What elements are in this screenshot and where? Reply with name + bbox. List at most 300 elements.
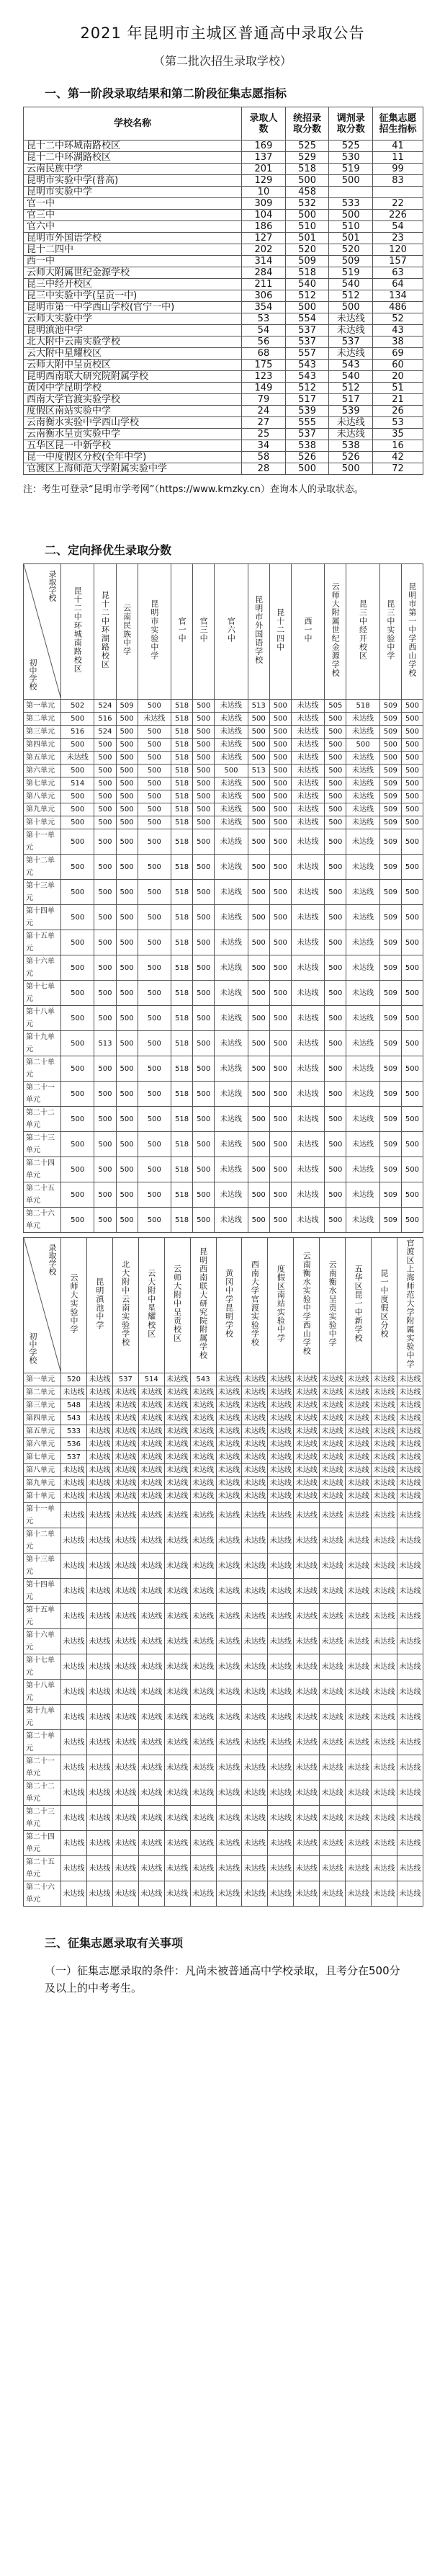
table-cell: 未达线 bbox=[320, 1399, 346, 1412]
document-subtitle: （第二批次招生录取学校） bbox=[153, 54, 292, 68]
table-cell: 未达线 bbox=[242, 1451, 268, 1464]
table-cell: 未达线 bbox=[138, 1654, 164, 1680]
table-cell: 未达线 bbox=[346, 726, 379, 739]
table-row bbox=[24, 337, 423, 348]
table-cell: 未达线 bbox=[291, 790, 324, 803]
table-cell: 500 bbox=[193, 829, 215, 855]
table-cell: 未达线 bbox=[397, 1425, 423, 1438]
table-cell: 未达线 bbox=[61, 1464, 87, 1477]
table-row bbox=[24, 256, 423, 267]
table-cell: 509 bbox=[379, 1182, 401, 1208]
table-cell: 500 bbox=[116, 752, 138, 765]
table-row bbox=[24, 930, 423, 955]
table-cell: 500 bbox=[285, 463, 329, 475]
table-cell: 529 bbox=[285, 152, 329, 164]
table-cell: 未达线 bbox=[242, 1399, 268, 1412]
table-cell: 500 bbox=[94, 777, 116, 790]
table-cell: 500 bbox=[138, 790, 171, 803]
table-cell: 500 bbox=[248, 816, 269, 829]
table-cell: 500 bbox=[138, 829, 171, 855]
table-cell: 未达线 bbox=[372, 1629, 397, 1654]
table-cell: 517 bbox=[285, 394, 329, 406]
table-row bbox=[24, 880, 423, 905]
table-cell: 500 bbox=[401, 1082, 423, 1107]
table-cell: 536 bbox=[61, 1438, 87, 1451]
table-cell: 500 bbox=[116, 855, 138, 880]
column-header: 统招录取分数 bbox=[285, 107, 329, 141]
table-cell: 500 bbox=[116, 829, 138, 855]
table-cell bbox=[373, 187, 423, 198]
table-cell: 500 bbox=[116, 1031, 138, 1056]
table-cell: 500 bbox=[248, 1107, 269, 1132]
table-cell: 官渡区上海师范大学附属实验中学 bbox=[24, 463, 242, 475]
table-cell: 500 bbox=[269, 930, 291, 955]
table-cell: 519 bbox=[329, 164, 373, 175]
table-cell: 500 bbox=[138, 1031, 171, 1056]
table-cell: 500 bbox=[61, 981, 94, 1006]
table-cell: 未达线 bbox=[216, 1730, 242, 1755]
table-cell: 未达线 bbox=[346, 1208, 379, 1233]
table-cell: 24 bbox=[242, 406, 286, 417]
table-cell: 500 bbox=[248, 1182, 269, 1208]
school-header bbox=[248, 564, 269, 700]
table-cell: 未达线 bbox=[190, 1477, 216, 1490]
table-cell: 未达线 bbox=[138, 1604, 164, 1629]
table-cell: 557 bbox=[285, 348, 329, 360]
table-cell: 500 bbox=[248, 930, 269, 955]
table-cell: 500 bbox=[61, 790, 94, 803]
table-cell: 未达线 bbox=[294, 1755, 320, 1781]
table-row bbox=[24, 1006, 423, 1031]
table-row bbox=[24, 187, 423, 198]
table-cell: 500 bbox=[116, 955, 138, 981]
school-header bbox=[379, 564, 401, 700]
table-cell: 未达线 bbox=[138, 1730, 164, 1755]
table-cell: 第二十单元 bbox=[24, 1730, 61, 1755]
table-cell: 500 bbox=[248, 1031, 269, 1056]
table-cell: 509 bbox=[379, 1006, 401, 1031]
table-cell: 未达线 bbox=[346, 905, 379, 930]
table-cell: 未达线 bbox=[346, 1412, 372, 1425]
table-cell: 23 bbox=[373, 233, 423, 244]
table-cell: 512 bbox=[329, 383, 373, 394]
table-row bbox=[24, 313, 423, 325]
table-cell: 500 bbox=[248, 790, 269, 803]
table-cell: 53 bbox=[242, 313, 286, 325]
table-cell: 未达线 bbox=[86, 1730, 112, 1755]
table-cell: 518 bbox=[171, 981, 193, 1006]
table-row bbox=[24, 1705, 423, 1730]
table-cell: 未达线 bbox=[190, 1579, 216, 1604]
table-cell: 未达线 bbox=[215, 955, 248, 981]
table-cell: 第九单元 bbox=[24, 803, 61, 816]
table-cell: 21 bbox=[373, 394, 423, 406]
table-cell: 未达线 bbox=[86, 1386, 112, 1399]
table-cell: 500 bbox=[94, 803, 116, 816]
table-cell: 未达线 bbox=[294, 1464, 320, 1477]
table-row bbox=[24, 905, 423, 930]
table-cell: 25 bbox=[242, 429, 286, 440]
table-cell: 未达线 bbox=[320, 1451, 346, 1464]
table-cell: 未达线 bbox=[164, 1477, 190, 1490]
table-row bbox=[24, 233, 423, 244]
table-cell: 未达线 bbox=[215, 739, 248, 752]
school-header bbox=[325, 564, 346, 700]
table-row bbox=[24, 1806, 423, 1831]
table-cell: 未达线 bbox=[372, 1373, 397, 1386]
table-cell: 未达线 bbox=[138, 1629, 164, 1654]
table-cell: 未达线 bbox=[268, 1438, 294, 1451]
table-cell: 500 bbox=[138, 1157, 171, 1182]
table-cell: 未达线 bbox=[86, 1399, 112, 1412]
table-cell: 未达线 bbox=[291, 855, 324, 880]
table-cell: 518 bbox=[171, 752, 193, 765]
table-cell: 第十四单元 bbox=[24, 1579, 61, 1604]
table-cell: 509 bbox=[116, 700, 138, 713]
table-cell: 500 bbox=[325, 930, 346, 955]
school-header bbox=[112, 1238, 138, 1373]
table-cell: 500 bbox=[285, 302, 329, 313]
table-cell: 未达线 bbox=[268, 1425, 294, 1438]
table-cell: 未达线 bbox=[86, 1554, 112, 1579]
table-cell: 未达线 bbox=[86, 1806, 112, 1831]
table-cell: 未达线 bbox=[268, 1881, 294, 1907]
table-cell: 未达线 bbox=[164, 1464, 190, 1477]
table-cell: 500 bbox=[248, 1208, 269, 1233]
table-cell: 56 bbox=[242, 337, 286, 348]
table-cell: 北大附中云南实验学校 bbox=[24, 337, 242, 348]
table-cell bbox=[329, 187, 373, 198]
table-cell: 未达线 bbox=[61, 1386, 87, 1399]
table-cell: 未达线 bbox=[164, 1373, 190, 1386]
table-row bbox=[24, 1464, 423, 1477]
table-cell: 未达线 bbox=[112, 1412, 138, 1425]
table-cell: 53 bbox=[373, 417, 423, 429]
table-cell: 500 bbox=[61, 1132, 94, 1157]
school-header bbox=[61, 564, 94, 700]
table-cell: 26 bbox=[373, 406, 423, 417]
school-header-text: 昆明市外国语学校 bbox=[253, 594, 264, 664]
table-cell: 未达线 bbox=[216, 1490, 242, 1503]
table-cell: 未达线 bbox=[346, 1425, 372, 1438]
school-header bbox=[164, 1238, 190, 1373]
table-cell: 未达线 bbox=[215, 1056, 248, 1082]
table-cell: 518 bbox=[171, 1006, 193, 1031]
table-cell: 540 bbox=[285, 279, 329, 290]
table-cell: 500 bbox=[269, 1132, 291, 1157]
table-cell: 未达线 bbox=[112, 1654, 138, 1680]
table-cell: 500 bbox=[269, 1056, 291, 1082]
table-cell: 未达线 bbox=[86, 1881, 112, 1907]
table-cell: 500 bbox=[248, 752, 269, 765]
table-cell: 51 bbox=[373, 383, 423, 394]
table-cell: 500 bbox=[325, 905, 346, 930]
table-cell: 未达线 bbox=[215, 777, 248, 790]
table-cell: 500 bbox=[325, 1132, 346, 1157]
table-cell: 未达线 bbox=[294, 1781, 320, 1806]
table-cell: 500 bbox=[248, 829, 269, 855]
table-cell: 未达线 bbox=[320, 1477, 346, 1490]
table-cell: 未达线 bbox=[291, 765, 324, 777]
table-cell: 第八单元 bbox=[24, 1464, 61, 1477]
table-cell: 500 bbox=[193, 930, 215, 955]
table-cell: 未达线 bbox=[86, 1438, 112, 1451]
table-cell: 500 bbox=[193, 790, 215, 803]
table-cell: 云师大附中呈贡校区 bbox=[24, 360, 242, 371]
table-cell: 未达线 bbox=[346, 880, 379, 905]
table-cell: 未达线 bbox=[61, 1856, 87, 1881]
table-cell: 500 bbox=[269, 816, 291, 829]
table-cell: 500 bbox=[329, 175, 373, 187]
table-cell: 未达线 bbox=[242, 1528, 268, 1554]
table-cell: 未达线 bbox=[138, 1386, 164, 1399]
table-cell: 500 bbox=[248, 1132, 269, 1157]
table-cell: 未达线 bbox=[112, 1425, 138, 1438]
school-header-text: 昆十二四中 bbox=[275, 607, 285, 651]
table-cell: 500 bbox=[116, 765, 138, 777]
table-cell: 未达线 bbox=[216, 1881, 242, 1907]
table-cell: 未达线 bbox=[138, 1503, 164, 1528]
table-cell: 未达线 bbox=[215, 816, 248, 829]
table-cell: 518 bbox=[285, 267, 329, 279]
table-cell: 未达线 bbox=[320, 1503, 346, 1528]
table-cell: 未达线 bbox=[164, 1528, 190, 1554]
table-cell: 未达线 bbox=[112, 1755, 138, 1781]
table-cell: 35 bbox=[373, 429, 423, 440]
table-cell: 未达线 bbox=[164, 1806, 190, 1831]
table-cell: 未达线 bbox=[86, 1604, 112, 1629]
table-cell: 未达线 bbox=[346, 803, 379, 816]
table-cell: 昆明市外国语学校 bbox=[24, 233, 242, 244]
table-cell: 未达线 bbox=[291, 713, 324, 726]
table-cell: 未达线 bbox=[268, 1528, 294, 1554]
table-cell: 509 bbox=[379, 1157, 401, 1182]
table-cell: 未达线 bbox=[291, 1107, 324, 1132]
table-cell: 211 bbox=[242, 279, 286, 290]
table-cell: 458 bbox=[285, 187, 329, 198]
table-row bbox=[24, 1730, 423, 1755]
table-cell: 516 bbox=[94, 713, 116, 726]
table-cell: 未达线 bbox=[268, 1373, 294, 1386]
table-cell: 未达线 bbox=[346, 1399, 372, 1412]
table-cell: 52 bbox=[373, 313, 423, 325]
table-cell: 未达线 bbox=[215, 1006, 248, 1031]
table-cell: 未达线 bbox=[268, 1831, 294, 1856]
table-cell: 未达线 bbox=[164, 1503, 190, 1528]
school-header-text: 云南民族中学 bbox=[122, 603, 132, 656]
column-header: 学校名称 bbox=[24, 107, 242, 141]
table-row bbox=[24, 1386, 423, 1399]
table-row bbox=[24, 210, 423, 221]
table-cell: 501 bbox=[285, 233, 329, 244]
table-cell: 未达线 bbox=[215, 1157, 248, 1182]
table-cell: 500 bbox=[138, 1082, 171, 1107]
table-cell: 未达线 bbox=[138, 1425, 164, 1438]
table-cell: 未达线 bbox=[320, 1781, 346, 1806]
table-cell: 79 bbox=[242, 394, 286, 406]
school-header bbox=[116, 564, 138, 700]
table-cell: 未达线 bbox=[215, 855, 248, 880]
table-cell: 未达线 bbox=[112, 1464, 138, 1477]
table-row bbox=[24, 1031, 423, 1056]
table-cell: 云大附中星耀校区 bbox=[24, 348, 242, 360]
table-cell: 未达线 bbox=[346, 1604, 372, 1629]
table-cell: 昆一中度假区分校(全年中学) bbox=[24, 452, 242, 463]
table-cell: 未达线 bbox=[138, 1477, 164, 1490]
table-cell: 未达线 bbox=[242, 1629, 268, 1654]
table-row bbox=[24, 1438, 423, 1451]
table-cell: 未达线 bbox=[216, 1503, 242, 1528]
table-cell: 500 bbox=[116, 1182, 138, 1208]
table-cell: 54 bbox=[242, 325, 286, 337]
table-cell: 未达线 bbox=[372, 1654, 397, 1680]
table-cell: 未达线 bbox=[372, 1730, 397, 1755]
table-cell: 134 bbox=[373, 290, 423, 302]
table-cell: 500 bbox=[94, 1056, 116, 1082]
table-cell: 未达线 bbox=[397, 1477, 423, 1490]
table-cell: 未达线 bbox=[294, 1490, 320, 1503]
table-cell: 未达线 bbox=[61, 1806, 87, 1831]
table-cell: 500 bbox=[61, 955, 94, 981]
table-cell: 500 bbox=[61, 1157, 94, 1182]
table-cell: 500 bbox=[325, 790, 346, 803]
table-cell: 518 bbox=[171, 739, 193, 752]
table-cell: 未达线 bbox=[268, 1806, 294, 1831]
table-row bbox=[24, 1477, 423, 1490]
table-row bbox=[24, 325, 423, 337]
table-cell: 未达线 bbox=[61, 1654, 87, 1680]
table-cell: 未达线 bbox=[61, 1579, 87, 1604]
table-cell: 500 bbox=[94, 1208, 116, 1233]
table-cell: 27 bbox=[242, 417, 286, 429]
table-cell: 未达线 bbox=[346, 1528, 372, 1554]
table-row bbox=[24, 713, 423, 726]
table-cell: 526 bbox=[329, 452, 373, 463]
school-header bbox=[216, 1238, 242, 1373]
table-cell: 10 bbox=[242, 187, 286, 198]
table-cell: 未达线 bbox=[112, 1477, 138, 1490]
table-cell: 500 bbox=[61, 880, 94, 905]
table-cell: 500 bbox=[193, 765, 215, 777]
table-cell: 500 bbox=[325, 726, 346, 739]
table-cell: 未达线 bbox=[372, 1477, 397, 1490]
table-row bbox=[24, 279, 423, 290]
table-cell: 未达线 bbox=[216, 1386, 242, 1399]
table-cell: 未达线 bbox=[215, 700, 248, 713]
table-cell: 500 bbox=[193, 1056, 215, 1082]
table-cell: 500 bbox=[193, 752, 215, 765]
table-cell: 未达线 bbox=[242, 1806, 268, 1831]
table-cell: 未达线 bbox=[190, 1654, 216, 1680]
table-cell: 未达线 bbox=[61, 1629, 87, 1654]
table-cell: 500 bbox=[138, 905, 171, 930]
table-cell: 518 bbox=[171, 955, 193, 981]
table-cell: 500 bbox=[61, 765, 94, 777]
table-cell: 500 bbox=[138, 880, 171, 905]
table-cell: 509 bbox=[379, 777, 401, 790]
table-cell: 518 bbox=[346, 700, 379, 713]
table-cell: 未达线 bbox=[190, 1464, 216, 1477]
table-cell: 500 bbox=[248, 713, 269, 726]
table-cell: 未达线 bbox=[112, 1806, 138, 1831]
table-cell: 未达线 bbox=[190, 1881, 216, 1907]
table-cell: 未达线 bbox=[86, 1528, 112, 1554]
table-cell: 509 bbox=[379, 803, 401, 816]
table-cell: 未达线 bbox=[216, 1755, 242, 1781]
table-cell: 517 bbox=[329, 394, 373, 406]
table-cell: 第十一单元 bbox=[24, 1503, 61, 1528]
table-cell: 未达线 bbox=[372, 1755, 397, 1781]
table-cell: 昆明滇池中学 bbox=[24, 325, 242, 337]
table-row bbox=[24, 1604, 423, 1629]
table-cell: 未达线 bbox=[346, 1031, 379, 1056]
table-row bbox=[24, 429, 423, 440]
table-cell: 500 bbox=[325, 1056, 346, 1082]
table-cell: 524 bbox=[94, 726, 116, 739]
table-cell: 34 bbox=[242, 440, 286, 452]
table-cell: 未达线 bbox=[215, 1132, 248, 1157]
table-cell: 未达线 bbox=[291, 1157, 324, 1182]
table-cell: 500 bbox=[138, 855, 171, 880]
school-header bbox=[401, 564, 423, 700]
school-header bbox=[397, 1238, 423, 1373]
table-row bbox=[24, 267, 423, 279]
table-cell: 509 bbox=[379, 1082, 401, 1107]
table-cell: 未达线 bbox=[190, 1451, 216, 1464]
table-cell: 512 bbox=[285, 290, 329, 302]
table-cell: 500 bbox=[269, 981, 291, 1006]
table-cell: 500 bbox=[61, 930, 94, 955]
table-cell: 西南大学官渡实验学校 bbox=[24, 394, 242, 406]
table-row bbox=[24, 700, 423, 713]
table-cell: 未达线 bbox=[320, 1373, 346, 1386]
table-row bbox=[24, 1654, 423, 1680]
table-cell: 未达线 bbox=[320, 1438, 346, 1451]
table-cell: 518 bbox=[285, 164, 329, 175]
table-cell: 第十单元 bbox=[24, 1490, 61, 1503]
table-row bbox=[24, 360, 423, 371]
table-cell: 505 bbox=[325, 700, 346, 713]
table-cell: 未达线 bbox=[346, 1477, 372, 1490]
table-cell: 第十七单元 bbox=[24, 981, 61, 1006]
table-row bbox=[24, 1755, 423, 1781]
school-header-text: 官六中 bbox=[226, 616, 236, 643]
table-cell: 未达线 bbox=[268, 1629, 294, 1654]
table-cell: 未达线 bbox=[291, 752, 324, 765]
table-cell: 509 bbox=[379, 816, 401, 829]
table-cell: 第二十四单元 bbox=[24, 1157, 61, 1182]
table-cell: 未达线 bbox=[291, 1056, 324, 1082]
table-cell: 未达线 bbox=[216, 1604, 242, 1629]
table-cell: 未达线 bbox=[346, 1182, 379, 1208]
table-cell: 500 bbox=[94, 955, 116, 981]
table-cell: 未达线 bbox=[242, 1730, 268, 1755]
table-cell: 未达线 bbox=[164, 1629, 190, 1654]
table-cell: 500 bbox=[248, 739, 269, 752]
table-row bbox=[24, 1107, 423, 1132]
table-cell: 未达线 bbox=[268, 1579, 294, 1604]
table-row bbox=[24, 1373, 423, 1386]
table-cell: 未达线 bbox=[242, 1464, 268, 1477]
table-cell: 未达线 bbox=[346, 1705, 372, 1730]
table-cell: 未达线 bbox=[138, 1464, 164, 1477]
table-cell: 500 bbox=[193, 880, 215, 905]
table-cell: 201 bbox=[242, 164, 286, 175]
table-cell: 500 bbox=[269, 1182, 291, 1208]
table-cell: 未达线 bbox=[86, 1856, 112, 1881]
table-row bbox=[24, 175, 423, 187]
table-cell: 509 bbox=[379, 1208, 401, 1233]
